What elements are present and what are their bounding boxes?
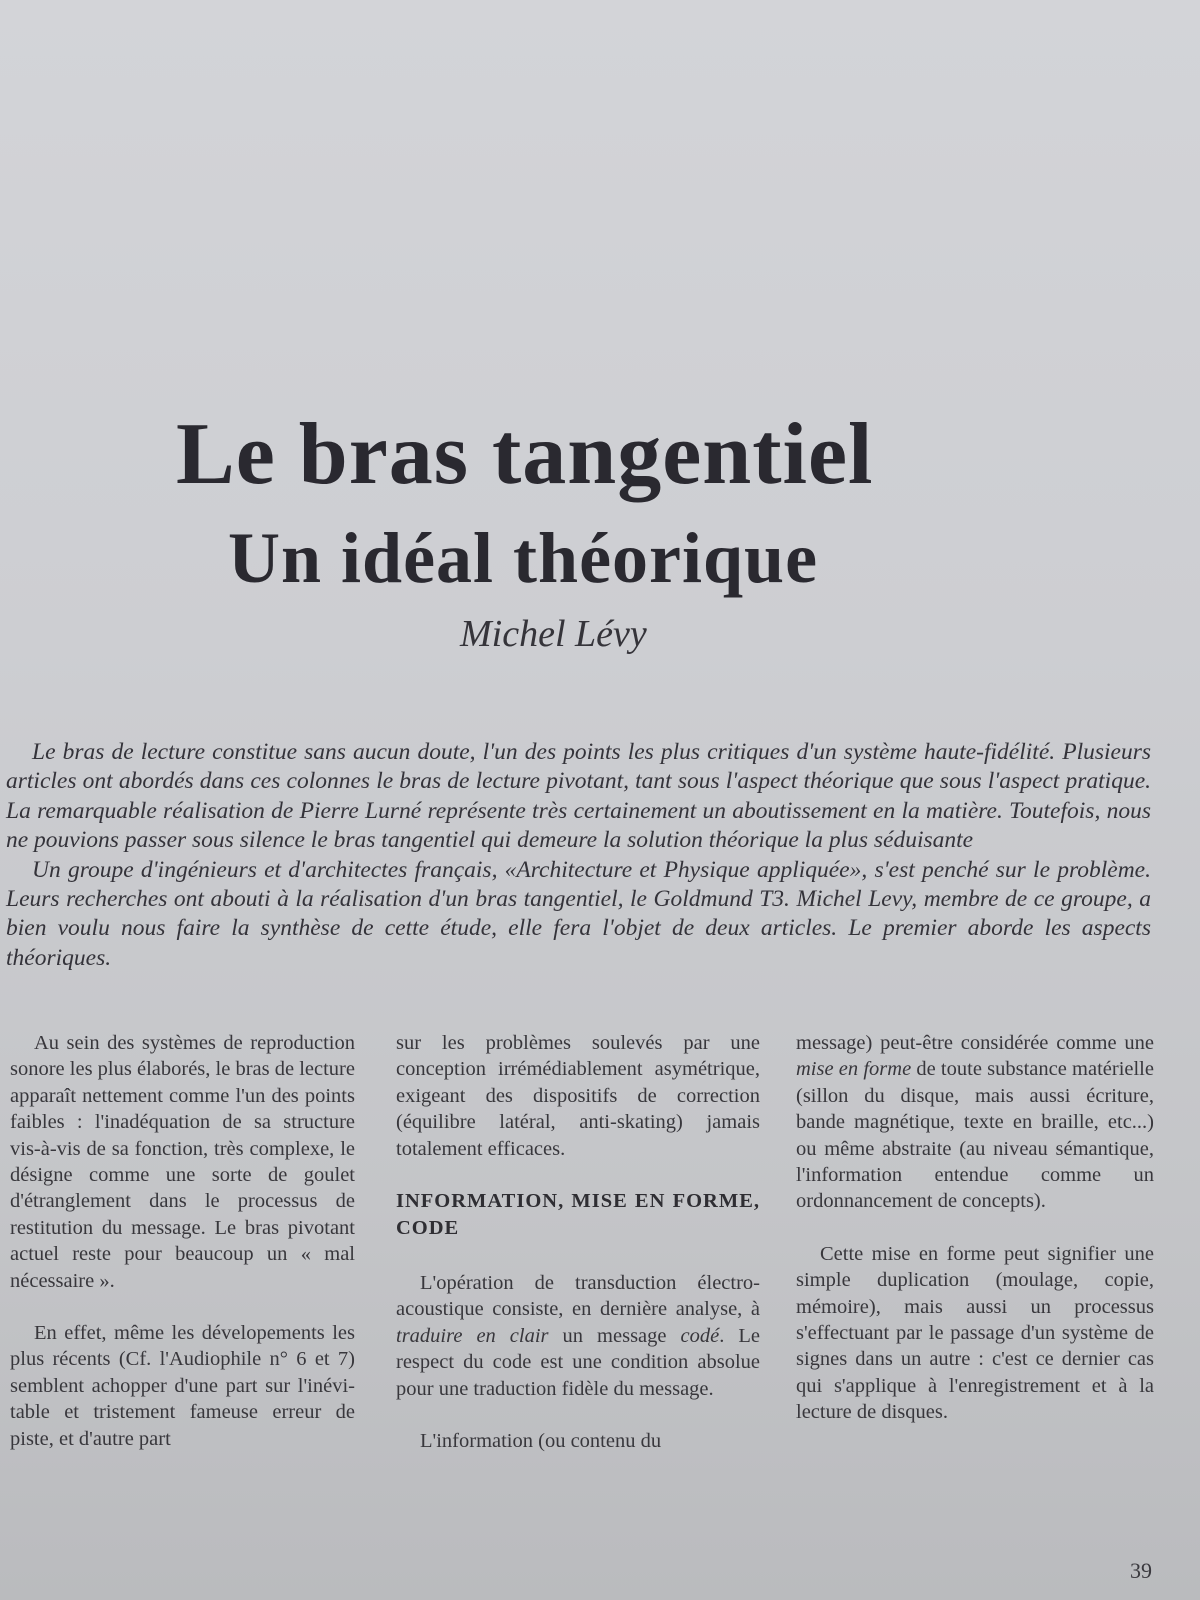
body-paragraph [796, 1030, 1154, 1215]
text-run: message) peut-être considérée comme une [796, 1032, 1154, 1054]
body-column-3 [796, 1030, 1154, 1452]
body-paragraph: Cette mise en forme peut signifier une simple duplication (moulage, copie, mémoire), mais aussi un processus s'effectuant par le passage d'un système de signes dans un autre : c'est ce dernier cas qui s'applique à l'enregistrement et à la lecture de disques. [796, 1242, 1154, 1424]
section-heading: INFORMATION, MISE EN FORME, CODE [396, 1190, 760, 1240]
emphasis-text: traduire en clair [396, 1324, 549, 1347]
intro-paragraph: Un groupe d'ingénieurs et d'architectes français, «Architecture et Physique appliquée», s'est penché sur le problème. Leurs recherches ont abouti à la réalisation d'un bras tangentiel, le Goldmund T3. Michel Levy, membre de ce groupe, a bien voulu nous faire la synthèse de cette étude, elle fera l'objet de deux articles. Le premier aborde les aspects théoriques. [6, 856, 1151, 971]
body-paragraph: Au sein des systèmes de reproduction sonore les plus élaborés, le bras de lecture apparaît nettement comme l'un des points faibles : l'inadéquation de sa structure vis-à-vis de sa fonction, très complexe, le désigne comme une sorte de goulet d'étranglement dans le processus de restitution du message. Le bras pivotant actuel reste pour beaucoup un « mal nécessaire ». [10, 1032, 355, 1292]
text-run: L'opération de transduction électro-acoustique consiste, en dernière analyse, à [396, 1272, 760, 1321]
article-intro [6, 738, 1151, 973]
emphasis-text: codé [680, 1324, 720, 1347]
article-subtitle: Un idéal théorique [228, 517, 819, 598]
article-author: Michel Lévy [460, 613, 647, 655]
body-column-2 [396, 1030, 760, 1480]
body-paragraph: L'information (ou contenu du [420, 1430, 662, 1453]
body-paragraph [396, 1270, 760, 1402]
intro-paragraph: Le bras de lecture constitue sans aucun doute, l'un des points les plus critiques d'un système haute-fidélité. Plusieurs articles ont abordés dans ces colonnes le bras de lecture pivotant, tant sous l'aspect théorique que sous l'aspect pratique. La remarquable réalisation de Pierre Lurné représente très certainement un aboutissement en la matière. Toutefois, nous ne pouvions passer sous silence le bras tangentiel qui demeure la solution théorique la plus séduisante [6, 739, 1151, 854]
body-paragraph: En effet, même les dévelopements les plus récents (Cf. l'Audiophile n° 6 et 7) semblent achopper d'une part sur l'inévitable et tristement fameuse erreur de piste, et d'autre part [10, 1322, 355, 1450]
text-run: . Le respect du code est une condition absolue pour une traduction fidèle du message. [396, 1324, 760, 1400]
text-run: un message [548, 1324, 681, 1347]
body-column-1 [10, 1030, 355, 1478]
article-title: Le bras tangentiel [176, 405, 874, 503]
emphasis-text: mise en forme [796, 1058, 912, 1081]
text-run: de toute substance matérielle (sillon du disque, mais aussi écriture, bande magnétique, texte en braille, etc...) ou même abstraite (au niveau sémantique, l'information entendue comme un ordonnancement de concepts). [796, 1058, 1154, 1213]
body-paragraph: sur les problèmes soulevés par une conception irrémédiablement asymétrique, exigeant des dispositifs de correction (équilibre latéral, anti-skating) jamais totalement efficaces. [396, 1032, 760, 1160]
page-number: 39 [1130, 1558, 1152, 1583]
